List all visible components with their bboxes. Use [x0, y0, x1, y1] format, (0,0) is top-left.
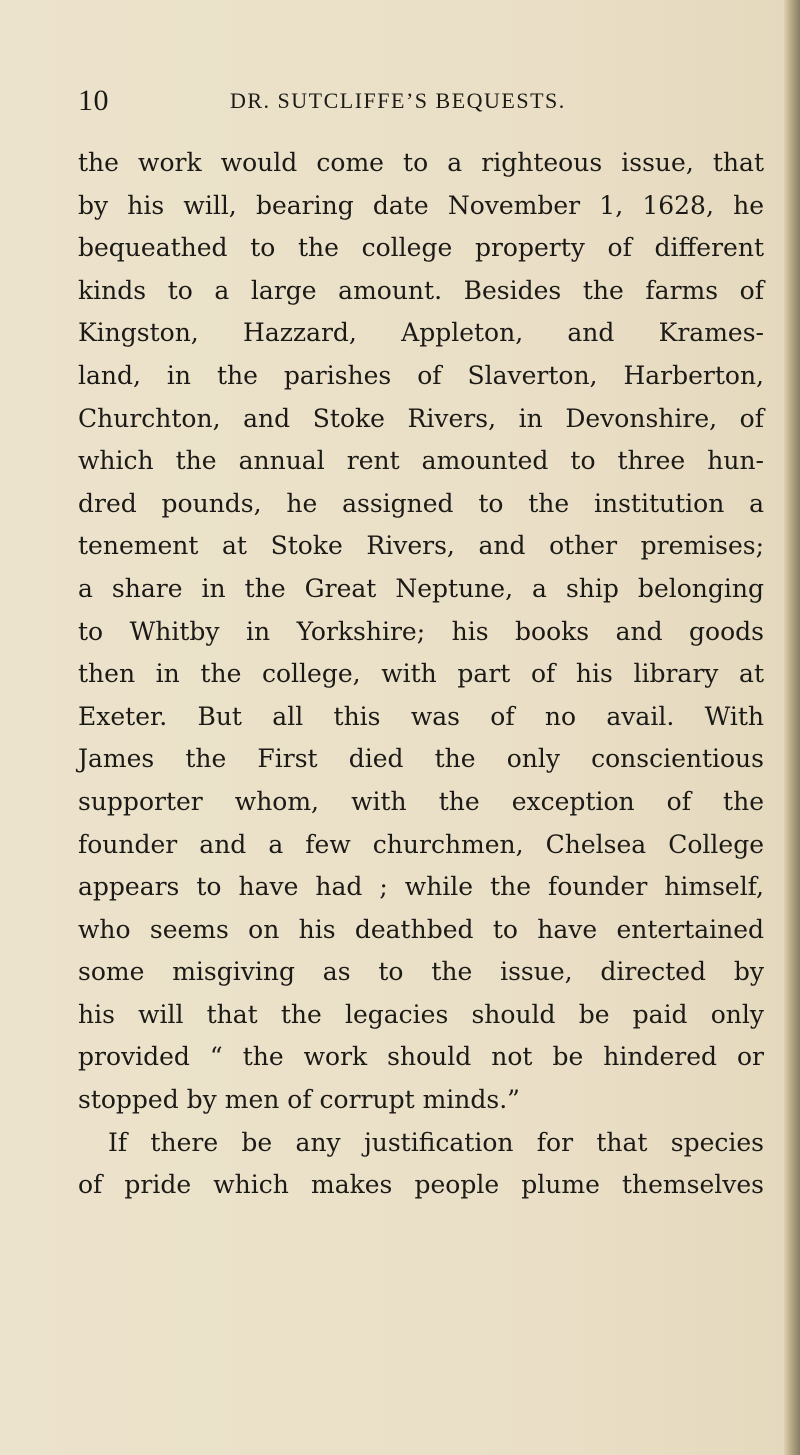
body-text [78, 142, 764, 1207]
text-line: James the First died the only conscientious [78, 744, 764, 774]
text-line: appears to have had ; while the founder himself, [78, 872, 764, 902]
text-line: supporter whom, with the exception of the [78, 786, 764, 816]
text-line: by his will, bearing date November 1, 1628, he [78, 190, 764, 220]
text-line: Churchton, and Stoke Rivers, in Devonshire, of [78, 403, 764, 433]
text-line: who seems on his deathbed to have entertained [78, 914, 764, 944]
text-line: the work would come to a righteous issue, that [78, 148, 764, 177]
page-number: 10 [78, 84, 109, 117]
text-line: then in the college, with part of his library at [78, 659, 764, 689]
text-line: bequeathed to the college property of different [78, 233, 764, 263]
running-title: DR. SUTCLIFFE’S BEQUESTS. [230, 88, 566, 113]
text-line: Exeter. But all this was of no avail. With [78, 701, 764, 731]
text-line: which the annual rent amounted to three hun- [78, 446, 764, 476]
text-line: Kingston, Hazzard, Appleton, and Krames- [78, 318, 764, 348]
page-edge-shadow [784, 0, 800, 1455]
text-line: dred pounds, he assigned to the institution a [78, 488, 764, 518]
text-line: provided “ the work should not be hindered or [78, 1042, 764, 1072]
text-line: tenement at Stoke Rivers, and other premises; [78, 531, 764, 561]
text-line: kinds to a large amount. Besides the farms of [78, 275, 764, 305]
text-line: a share in the Great Neptune, a ship belonging [78, 573, 764, 603]
paragraph-start-line: If there be any justification for that species [108, 1127, 764, 1157]
text-line: his will that the legacies should be paid only [78, 999, 764, 1029]
text-line: to Whitby in Yorkshire; his books and goods [78, 616, 764, 646]
text-line: founder and a few churchmen, Chelsea College [78, 829, 764, 859]
running-head [78, 84, 768, 118]
text-line: of pride which makes people plume themselves [78, 1170, 764, 1200]
text-line: land, in the parishes of Slaverton, Harberton, [78, 360, 764, 390]
text-line: some misgiving as to the issue, directed by [78, 957, 764, 987]
paragraph-end-line: stopped by men of corrupt minds.” [78, 1085, 520, 1115]
